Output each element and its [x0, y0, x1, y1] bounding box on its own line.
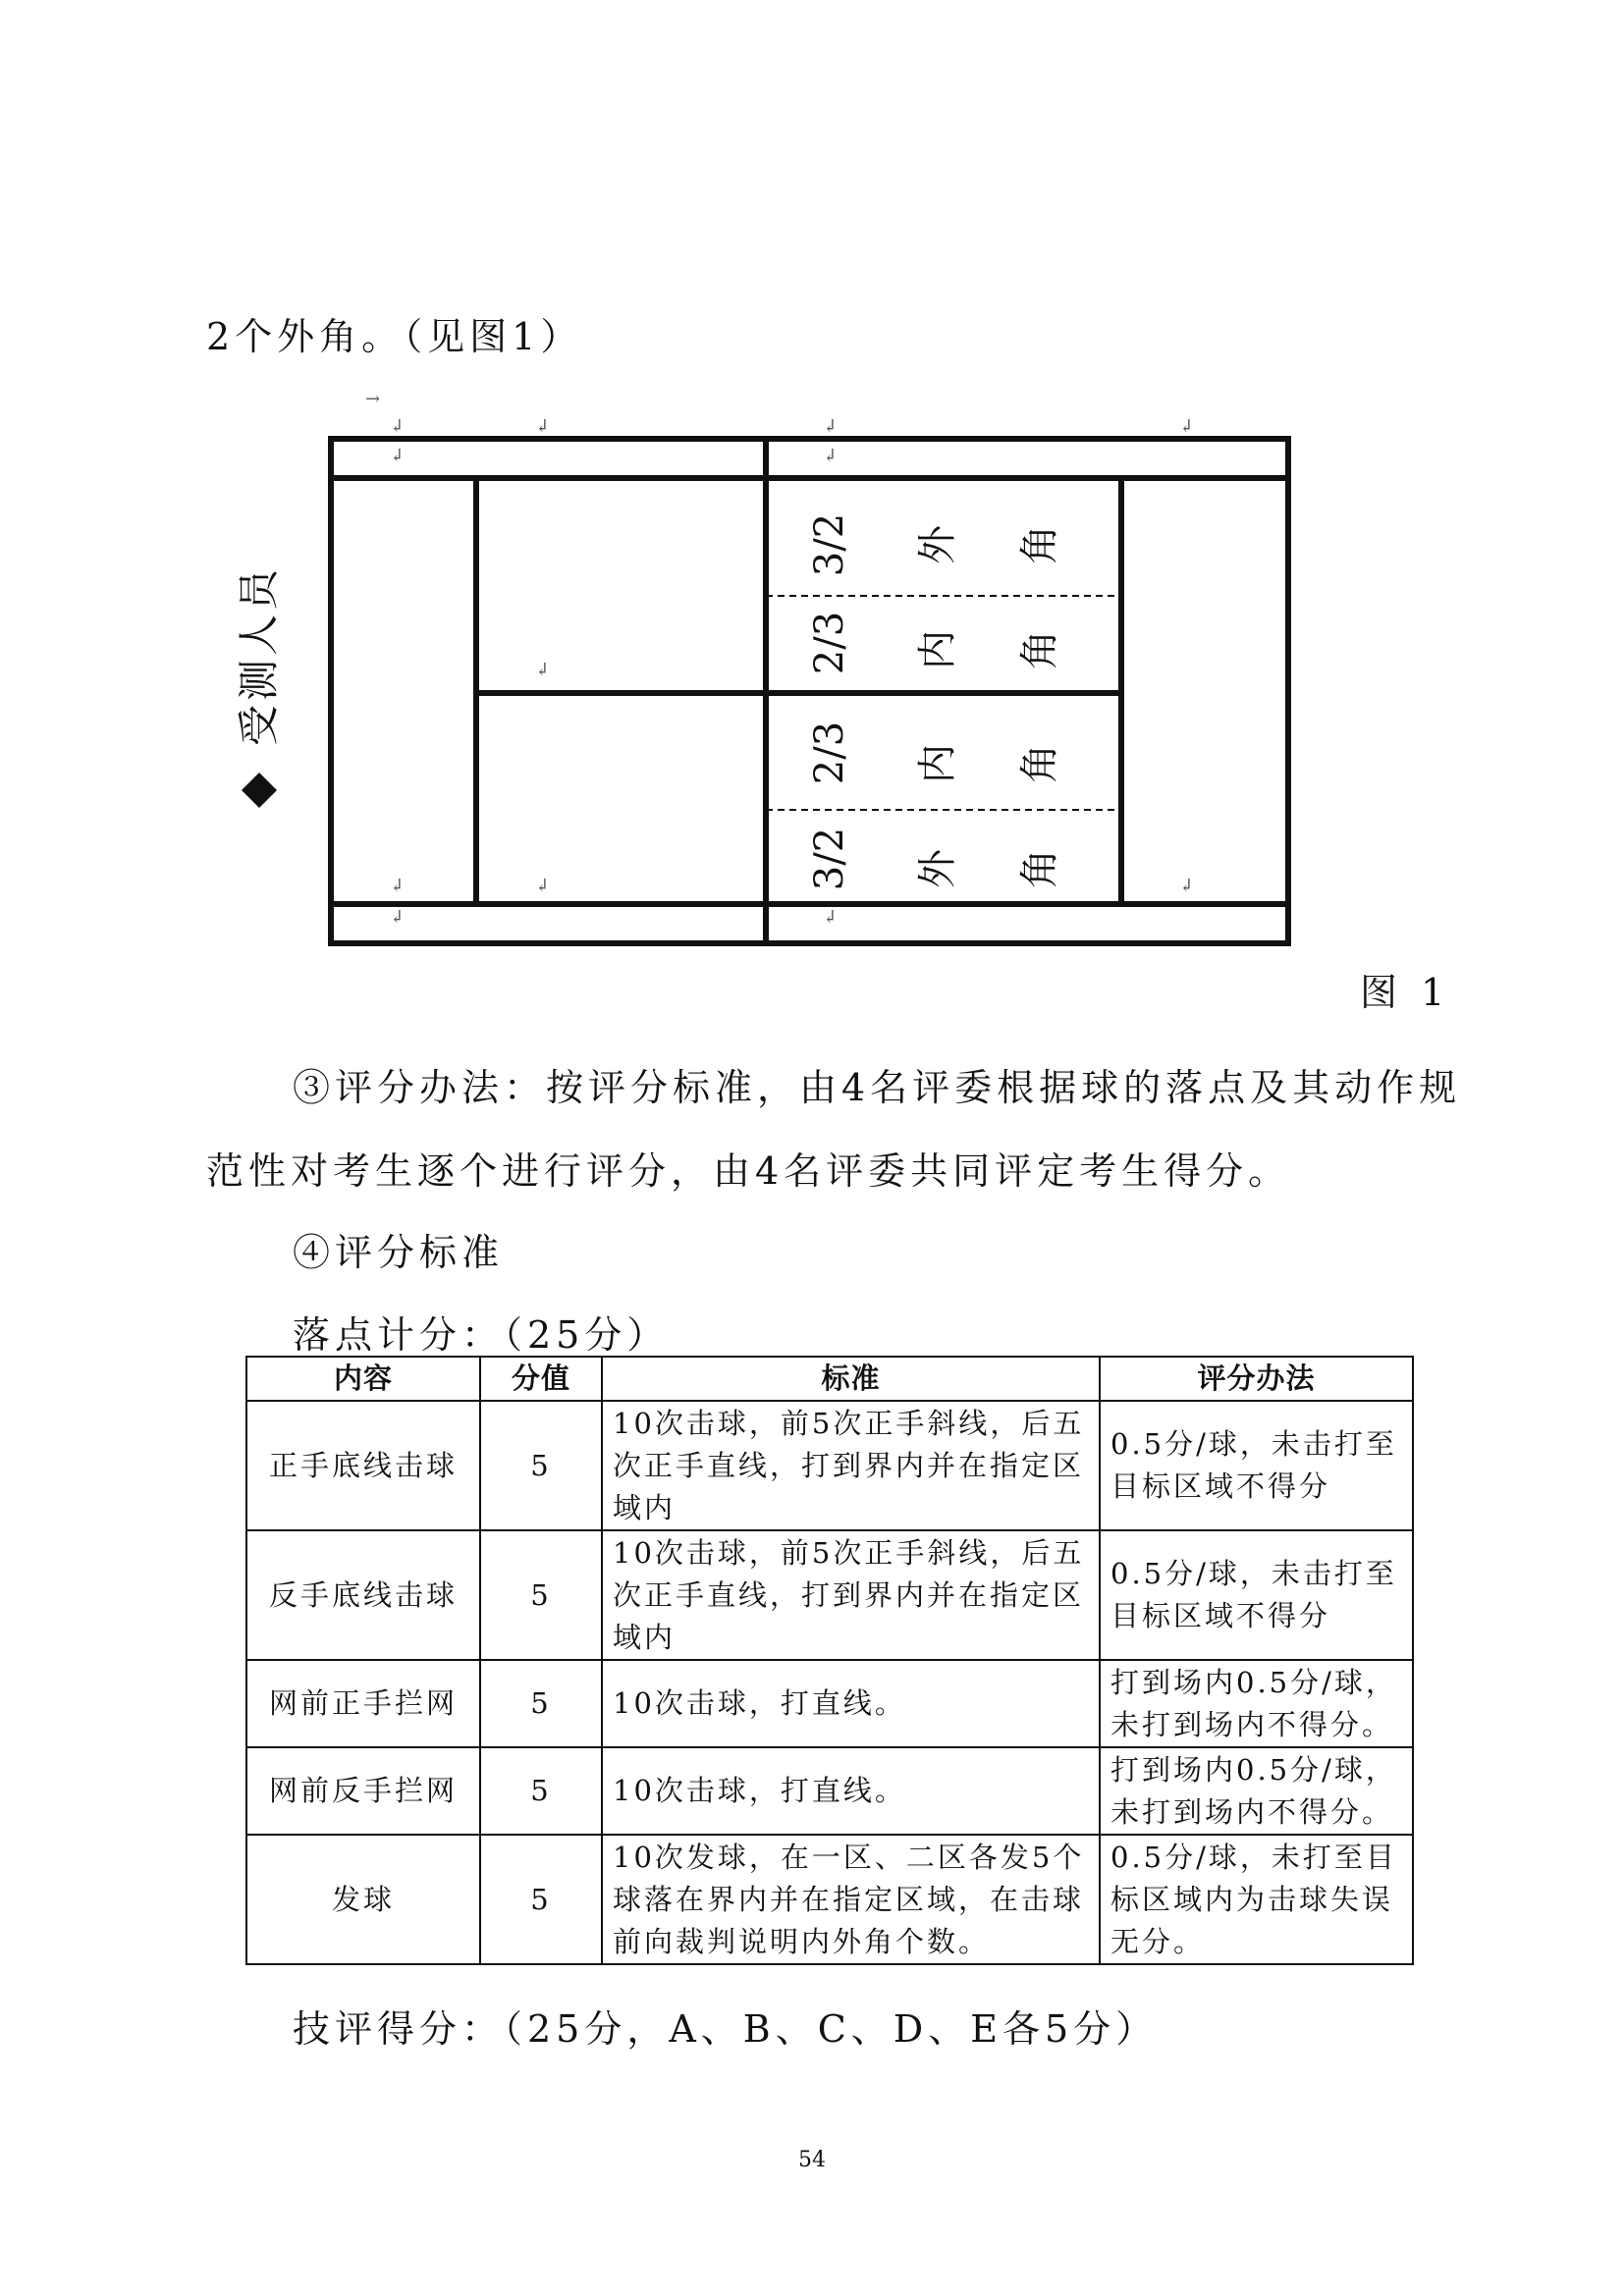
zone-bottom-word1: 外 — [915, 849, 960, 888]
zone-upper-mid-fraction: 2/3 — [807, 611, 852, 675]
method-line-1: ③评分办法：按评分标准，由4名评委根据球的落点及其动作规 — [293, 1066, 1462, 1109]
header-standard: 标准 — [602, 1357, 1100, 1401]
cell-method: 0.5分/球，未打至目标区域内为击球失误无分。 — [1100, 1835, 1413, 1964]
cell-content: 正手底线击球 — [246, 1401, 480, 1530]
cell-method: 打到场内0.5分/球，未打到场内不得分。 — [1100, 1747, 1413, 1835]
zone-lower-mid-word1: 内 — [915, 744, 960, 783]
table-row — [246, 1747, 1413, 1835]
cell-standard: 10次击球，前5次正手斜线，后五次正手直线，打到界内并在指定区域内 — [602, 1401, 1100, 1530]
zone-top-word2: 角 — [1017, 525, 1062, 564]
zone-lower-mid-fraction: 2/3 — [807, 721, 852, 785]
cell-method: 0.5分/球，未击打至目标区域不得分 — [1100, 1401, 1413, 1530]
method-line-2: 范性对考生逐个进行评分，由4名评委共同评定考生得分。 — [206, 1149, 1291, 1193]
return-mark-icon: ↲ — [390, 416, 406, 437]
cell-score: 5 — [480, 1530, 602, 1660]
tech-heading: 技评得分：（25分，A、B、C、D、E各5分） — [293, 2007, 1159, 2051]
return-mark-icon: ↲ — [390, 876, 406, 896]
cell-method: 0.5分/球，未击打至目标区域不得分 — [1100, 1530, 1413, 1660]
table-row — [246, 1401, 1413, 1530]
zone-upper-mid-word1: 内 — [915, 630, 960, 669]
zone-bottom — [807, 828, 1062, 890]
zone-bottom-word2: 角 — [1017, 849, 1062, 888]
cell-standard: 10次发球，在一区、二区各发5个球落在界内并在指定区域，在击球前向裁判说明内外角个数。 — [602, 1835, 1100, 1964]
cell-content: 发球 — [246, 1835, 480, 1964]
scoring-table — [245, 1356, 1414, 1965]
cell-standard: 10次击球，打直线。 — [602, 1747, 1100, 1835]
return-mark-icon: ↲ — [390, 446, 406, 466]
return-mark-icon: ↲ — [535, 660, 551, 680]
zone-lower-mid — [807, 721, 1062, 784]
zone-upper-mid-word2: 角 — [1017, 630, 1062, 669]
cell-content: 网前反手拦网 — [246, 1747, 480, 1835]
zone-top-word1: 外 — [915, 525, 960, 564]
cell-standard: 10次击球，前5次正手斜线，后五次正手直线，打到界内并在指定区域内 — [602, 1530, 1100, 1660]
cell-content: 网前正手拦网 — [246, 1660, 480, 1747]
standard-heading: ④评分标准 — [293, 1231, 505, 1274]
side-label: 受测人员 — [235, 564, 283, 747]
cell-score: 5 — [480, 1835, 602, 1964]
zone-lower-mid-word2: 角 — [1017, 744, 1062, 783]
return-mark-icon: ↲ — [535, 416, 551, 437]
table-header-row — [246, 1357, 1413, 1401]
cell-method: 打到场内0.5分/球，未打到场内不得分。 — [1100, 1660, 1413, 1747]
paragraph-marks — [365, 389, 1194, 928]
return-mark-icon: ↲ — [1179, 416, 1195, 437]
header-score: 分值 — [480, 1357, 602, 1401]
return-mark-icon: ↲ — [823, 446, 839, 466]
return-mark-icon: ↲ — [823, 907, 839, 928]
diamond-bullet-icon — [242, 773, 277, 808]
cell-score: 5 — [480, 1660, 602, 1747]
zone-top — [807, 513, 1062, 576]
header-method: 评分办法 — [1100, 1357, 1413, 1401]
cell-score: 5 — [480, 1747, 602, 1835]
table-row — [246, 1660, 1413, 1747]
return-mark-icon: ↲ — [823, 416, 839, 437]
intro-line: 2个外角。（见图1） — [206, 315, 583, 358]
cell-content: 反手底线击球 — [246, 1530, 480, 1660]
court-diagram — [0, 0, 1624, 982]
zone-bottom-fraction: 3/2 — [807, 827, 852, 891]
return-mark-icon: ↲ — [390, 907, 406, 928]
return-mark-icon: ↲ — [535, 876, 551, 896]
header-content: 内容 — [246, 1357, 480, 1401]
figure-caption: 图 1 — [1360, 971, 1451, 1014]
zone-upper-mid — [807, 612, 1062, 674]
cell-score: 5 — [480, 1401, 602, 1530]
table-row — [246, 1530, 1413, 1660]
zone-top-fraction: 3/2 — [807, 512, 852, 577]
cell-standard: 10次击球，打直线。 — [602, 1660, 1100, 1747]
table-row — [246, 1835, 1413, 1964]
return-mark-icon: ↲ — [1179, 876, 1195, 896]
points-heading: 落点计分：（25分） — [293, 1313, 670, 1357]
arrow-mark-icon: → — [365, 389, 381, 409]
page-number: 54 — [798, 2148, 826, 2172]
